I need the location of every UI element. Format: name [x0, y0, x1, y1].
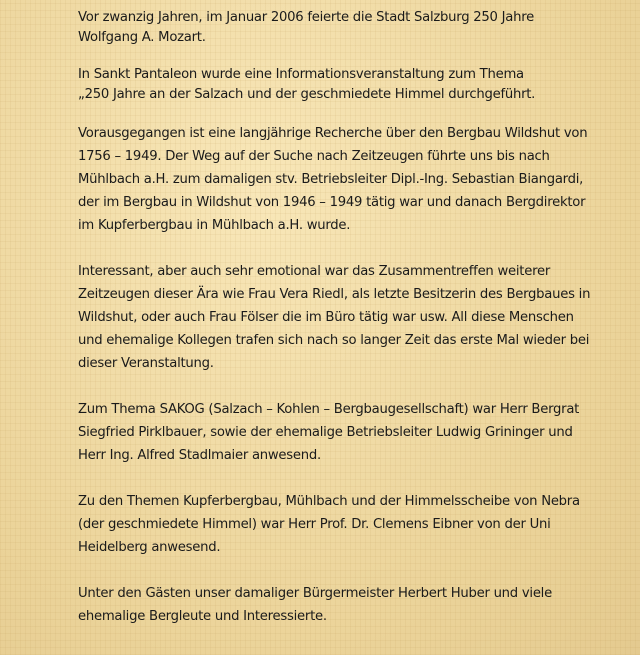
text-line: ehemalige Bergleute und Interessierte.	[78, 609, 327, 624]
text-line: Zeitzeugen dieser Ära wie Frau Vera Riedl, als letzte Besitzerin des Bergbaues in	[78, 287, 591, 302]
text-line: der im Bergbau in Wildshut von 1946 – 1949 tätig war und danach Bergdirektor	[78, 195, 586, 210]
document-body	[78, 8, 598, 628]
paragraph-guests	[78, 582, 598, 628]
text-line: Wildshut, oder auch Frau Fölser die im Büro tätig war usw. All diese Menschen	[78, 310, 574, 325]
text-line: 1756 – 1949. Der Weg auf der Suche nach Zeitzeugen führte uns bis nach	[78, 149, 550, 164]
text-line: Mühlbach a.H. zum damaligen stv. Betriebsleiter Dipl.-Ing. Sebastian Biangardi,	[78, 172, 584, 187]
text-line: im Kupferbergbau in Mühlbach a.H. wurde.	[78, 218, 351, 233]
text-line: und ehemalige Kollegen trafen sich nach so langer Zeit das erste Mal wieder bei	[78, 333, 590, 348]
text-line: Siegfried Pirklbauer, sowie der ehemalige Betriebsleiter Ludwig Grininger und	[78, 425, 573, 440]
text-line: (der geschmiedete Himmel) war Herr Prof. Dr. Clemens Eibner von der Uni	[78, 517, 551, 532]
paragraph-research	[78, 122, 598, 237]
text-line: Unter den Gästen unser damaliger Bürgermeister Herbert Huber und viele	[78, 586, 552, 601]
text-line: In Sankt Pantaleon wurde eine Informationsveranstaltung zum Thema	[78, 67, 524, 82]
paragraph-nebra-sky-disc	[78, 490, 598, 559]
text-line: dieser Veranstaltung.	[78, 356, 214, 371]
text-line: Heidelberg anwesend.	[78, 540, 221, 555]
text-line: Vorausgegangen ist eine langjährige Recherche über den Bergbau Wildshut von	[78, 126, 588, 141]
text-line: Interessant, aber auch sehr emotional war das Zusammentreffen weiterer	[78, 264, 550, 279]
text-line: Herr Ing. Alfred Stadlmaier anwesend.	[78, 448, 321, 463]
paragraph-contemporary-witnesses	[78, 260, 598, 375]
paragraph-mozart-anniversary	[78, 8, 598, 48]
paragraph-sakog	[78, 398, 598, 467]
text-line: Zu den Themen Kupferbergbau, Mühlbach und der Himmelsscheibe von Nebra	[78, 494, 580, 509]
text-line: Zum Thema SAKOG (Salzach – Kohlen – Bergbaugesellschaft) war Herr Bergrat	[78, 402, 580, 417]
text-line: Vor zwanzig Jahren, im Januar 2006 feierte die Stadt Salzburg 250 Jahre	[78, 10, 534, 25]
paragraph-event-topic	[78, 65, 598, 105]
text-line: Wolfgang A. Mozart.	[78, 30, 206, 45]
text-line: „250 Jahre an der Salzach und der geschmiedete Himmel durchgeführt.	[78, 87, 536, 102]
